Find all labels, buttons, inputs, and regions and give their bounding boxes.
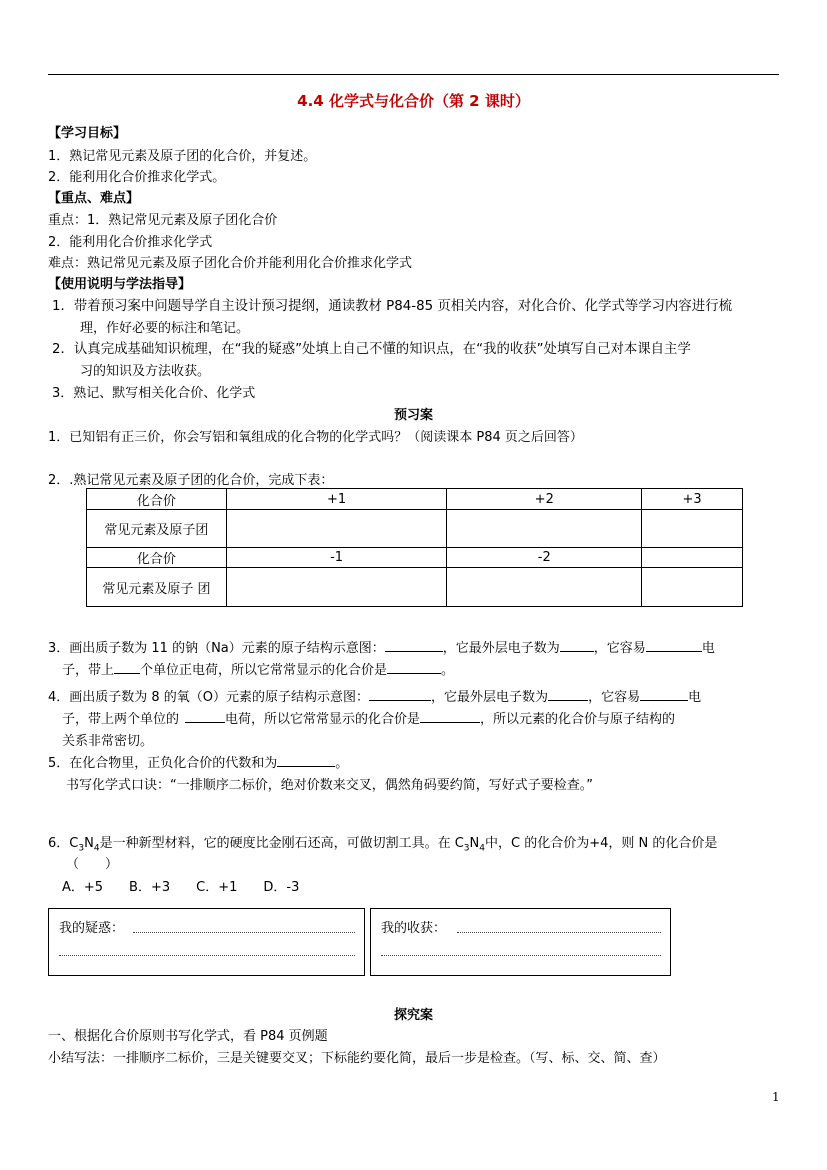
table-cell-blank <box>642 548 743 568</box>
gain-box[interactable] <box>370 908 671 976</box>
goal-item-1: 1．熟记常见元素及原子团的化合价，并复述。 <box>48 149 317 164</box>
keypoint-nandian: 难点：熟记常见元素及原子团化合价并能利用化合价推求化学式 <box>48 256 413 271</box>
preview-question-1: 1．已知铝有正三价，你会写铝和氧组成的化合物的化学式吗？（阅读课本 P84 页之后回答） <box>48 430 583 445</box>
instruction-1-cont: 理，作好必要的标注和笔记。 <box>80 321 250 336</box>
question-6-answer-paren[interactable]: （ ） <box>66 857 119 872</box>
blank-o-charge-type[interactable] <box>185 710 225 723</box>
question-4-line-1: 4．画出质子数为 8 的氧（O）元素的原子结构示意图： ，它最外层电子数为 ，它容易 电 <box>48 690 702 705</box>
doubt-dotline <box>59 955 355 956</box>
header-rule <box>48 74 779 75</box>
question-6-options: A．+5 B．+3 C．+1 D．-3 <box>62 880 300 895</box>
blank-na-tendency[interactable] <box>646 639 702 652</box>
table-cell-blank[interactable] <box>447 510 642 548</box>
page-number: 1 <box>772 1090 780 1104</box>
doubt-box[interactable] <box>48 908 365 976</box>
question-3-line-1: 3．画出质子数为 11 的钠（Na）元素的原子结构示意图： ，它最外层电子数为 ，它容易 电 <box>48 641 715 656</box>
keypoint-zhongdian-2: 2．能利用化合价推求化学式 <box>48 235 213 250</box>
blank-na-outer-electrons[interactable] <box>560 639 594 652</box>
preview-question-2: 2．.熟记常见元素及原子团的化合价，完成下表： <box>48 473 334 488</box>
goal-item-2: 2．能利用化合价推求化学式。 <box>48 170 226 185</box>
goals-heading: 【学习目标】 <box>48 126 127 141</box>
instructions-heading: 【使用说明与学法指导】 <box>48 277 192 292</box>
table-cell-blank[interactable] <box>226 568 447 607</box>
valence-table <box>86 488 743 607</box>
table-cell-blank[interactable] <box>642 510 743 548</box>
explore-item-1: 一、根据化合价原则书写化学式，看 P84 页例题 <box>48 1029 328 1044</box>
gain-label: 我的收获： <box>381 921 447 936</box>
table-header-minus1: -1 <box>226 548 447 568</box>
mnemonic: 书写化学式口诀：“一排顺序二标价，绝对价数来交叉，偶然角码要约简，写好式子要检查。” <box>66 778 593 793</box>
table-header-plus3: +3 <box>642 489 743 510</box>
blank-na-charge-count[interactable] <box>114 661 140 674</box>
table-cell-blank[interactable] <box>642 568 743 607</box>
blank-na-diagram[interactable] <box>385 639 443 652</box>
question-5: 5．在化合物里，正负化合价的代数和为 。 <box>48 756 349 771</box>
question-4-line-2: 子，带上两个单位的 电荷，所以它常常显示的化合价是 ，所以元素的化合价与原子结构的 <box>62 712 676 727</box>
blank-o-tendency[interactable] <box>640 688 688 701</box>
blank-sum[interactable] <box>277 754 335 767</box>
preview-heading: 预习案 <box>393 408 433 423</box>
instruction-2: 2．认真完成基础知识梳理，在“我的疑惑”处填上自己不懂的知识点，在“我的收获”处填写自己对本课自主学 <box>52 342 691 357</box>
gain-dotline <box>381 955 661 956</box>
doubt-dotline <box>133 932 355 933</box>
instruction-1: 1．带着预习案中问题导学自主设计预习提纲，通读教材 P84-85 页相关内容，对化合价、化学式等学习内容进行梳 <box>52 299 732 314</box>
question-3-line-2: 子，带上 个单位正电荷，所以它常常显示的化合价是 。 <box>62 663 455 678</box>
instruction-3: 3．熟记、默写相关化合价、化学式 <box>52 386 256 401</box>
table-header-minus2: -2 <box>447 548 642 568</box>
table-header-plus1: +1 <box>226 489 447 510</box>
table-cell-blank[interactable] <box>447 568 642 607</box>
question-6: 6．$C_3N_4$是一种新型材料，它的硬度比金刚石还高，可做切割工具。在 $C_3N_4$中，C 的化合价为+4，则 N 的化合价是 <box>48 836 718 854</box>
page-title: 4.4 化学式与化合价（第 2 课时） <box>297 92 530 110</box>
table-header-plus2: +2 <box>447 489 642 510</box>
blank-o-diagram[interactable] <box>369 688 431 701</box>
blank-o-valence[interactable] <box>420 710 480 723</box>
keypoints-heading: 【重点、难点】 <box>48 191 140 206</box>
table-row-label: 常见元素及原子 团 <box>87 568 227 607</box>
table-header-valence: 化合价 <box>87 489 227 510</box>
table-cell-blank[interactable] <box>226 510 447 548</box>
explore-summary: 小结写法：一排顺序二标价，三是关键要交叉；下标能约要化简，最后一步是检查。（写、标、交、简、查） <box>48 1051 666 1066</box>
keypoint-zhongdian: 重点：1．熟记常见元素及原子团化合价 <box>48 213 278 228</box>
table-header-valence: 化合价 <box>87 548 227 568</box>
question-4-line-3: 关系非常密切。 <box>62 734 154 749</box>
gain-dotline <box>457 932 661 933</box>
doubt-label: 我的疑惑： <box>59 921 125 936</box>
instruction-2-cont: 习的知识及方法收获。 <box>80 364 211 379</box>
blank-na-valence[interactable] <box>387 661 441 674</box>
table-row-label: 常见元素及原子团 <box>87 510 227 548</box>
blank-o-outer-electrons[interactable] <box>548 688 588 701</box>
explore-heading: 探究案 <box>393 1008 433 1023</box>
